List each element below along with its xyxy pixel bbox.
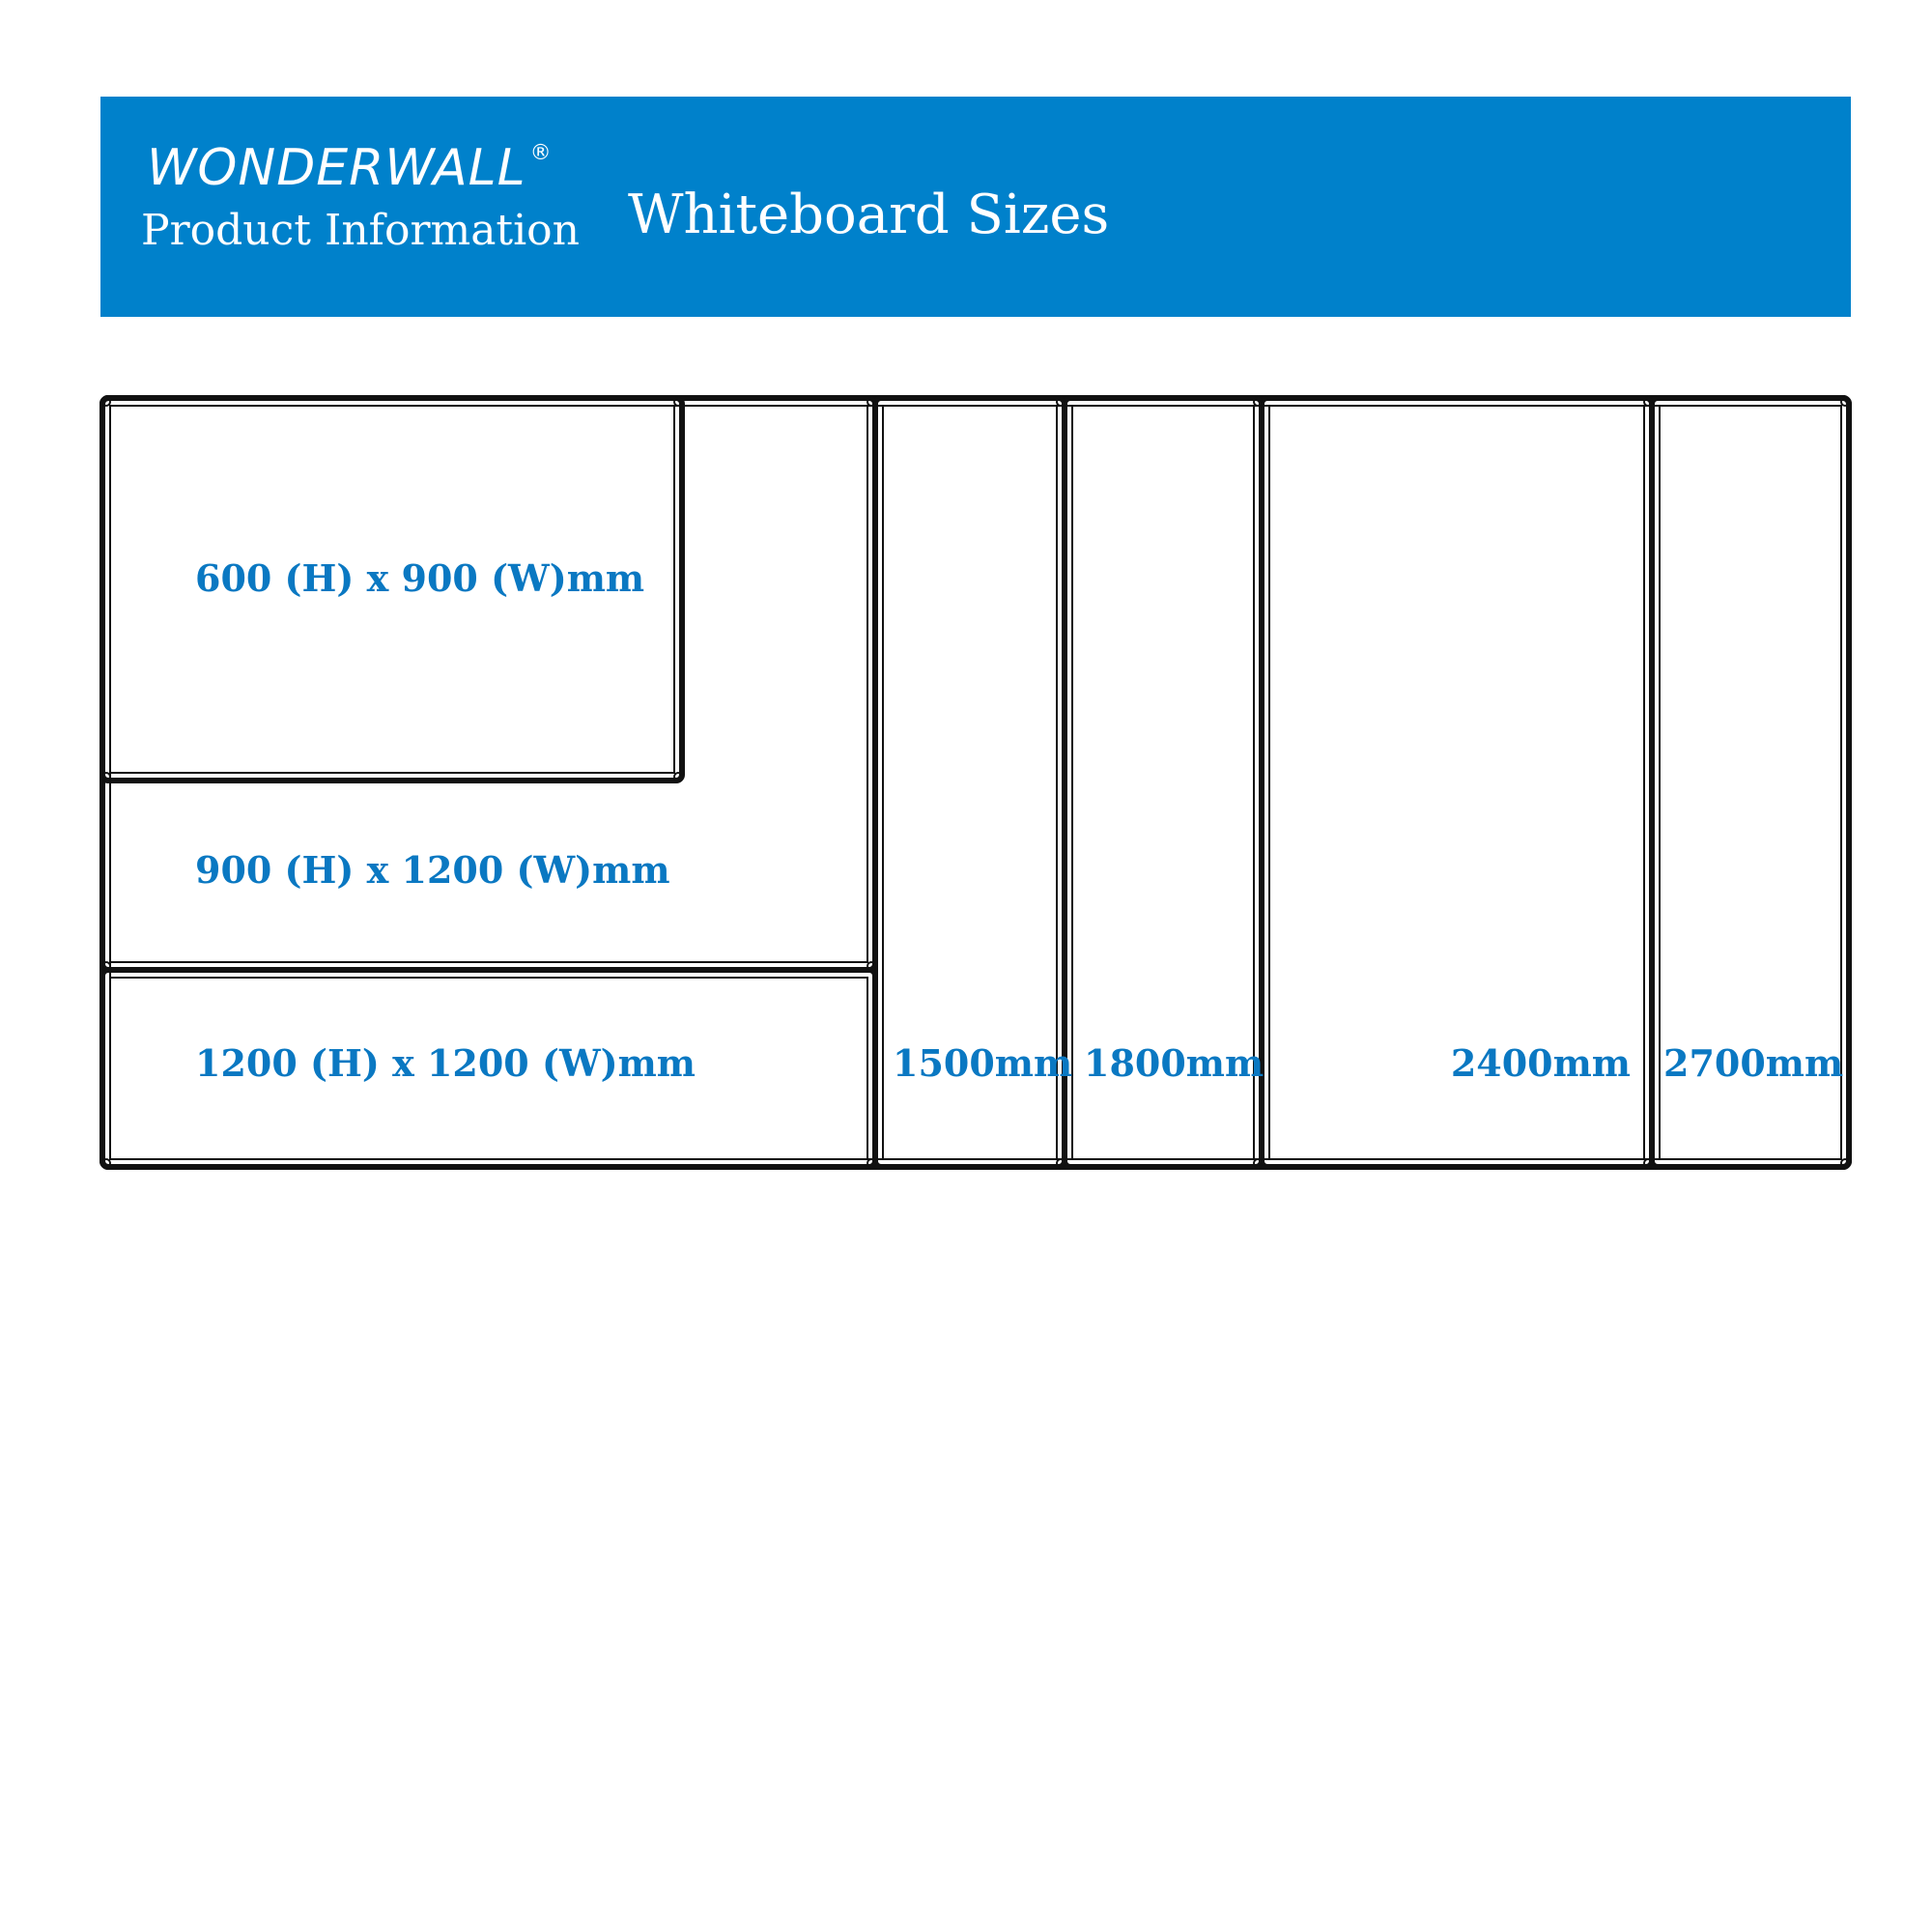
board-label-1200x1200: 1200 (H) x 1200 (W)mm	[195, 1041, 696, 1085]
board-label-2400: 2400mm	[1450, 1041, 1631, 1085]
board-label-1800: 1800mm	[1084, 1041, 1264, 1085]
board-label-900x1200: 900 (H) x 1200 (W)mm	[195, 848, 670, 892]
registered-mark: ®	[529, 141, 553, 165]
board-label-2700: 2700mm	[1663, 1041, 1844, 1085]
page-title: Whiteboard Sizes	[628, 184, 1110, 246]
header-subtitle: Product Information	[141, 206, 581, 255]
board-label-600x900: 600 (H) x 900 (W)mm	[195, 556, 645, 600]
board-label-1500: 1500mm	[893, 1041, 1073, 1085]
brand-name: WONDERWALL	[147, 139, 526, 197]
